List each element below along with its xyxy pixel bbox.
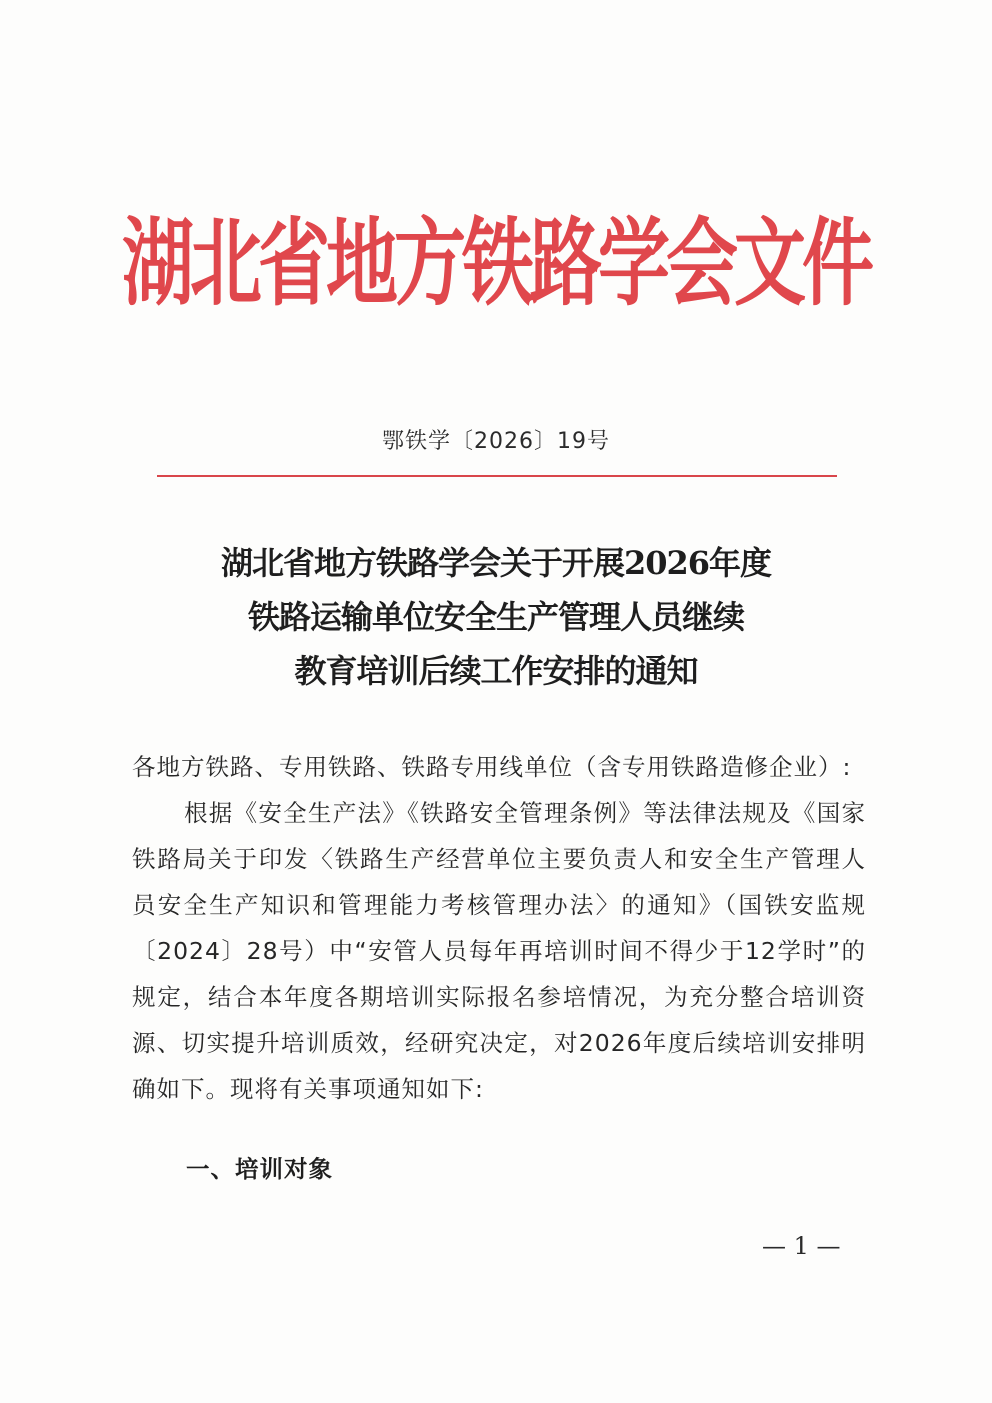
body-paragraph: 根据《安全生产法》《铁路安全管理条例》等法律法规及《国家铁路局关于印发〈铁路生产经营单位主要负责人和安全生产管理人员安全生产知识和管理能力考核管理办法〉的通知》（国铁安监规〔2024〕28号）中“安管人员每年再培训时间不得少于12学时”的规定，结合本年度各期培训实际报名参培情况，为充分整合培训资源、切实提升培训质效，经研究决定，对2026年度后续培训安排明确如下。现将有关事项通知如下: (132, 799, 866, 1103)
red-separator-line (157, 475, 837, 477)
salutation: 各地方铁路、专用铁路、铁路专用线单位（含专用铁路造修企业）: (132, 753, 852, 781)
section-heading-training-targets: 一、培训对象 (186, 1155, 333, 1183)
page-number: — 1 — (762, 1232, 841, 1260)
notice-body (132, 744, 866, 1112)
document-number: 鄂铁学〔2026〕19号 (382, 429, 610, 454)
title-line-2: 铁路运输单位安全生产管理人员继续 (247, 598, 744, 636)
title-line-1: 湖北省地方铁路学会关于开展2026年度 (220, 544, 772, 582)
title-line-3: 教育培训后续工作安排的通知 (294, 652, 698, 690)
masthead-title: 湖北省地方铁路学会文件 (121, 207, 870, 319)
notice-title (0, 536, 992, 698)
